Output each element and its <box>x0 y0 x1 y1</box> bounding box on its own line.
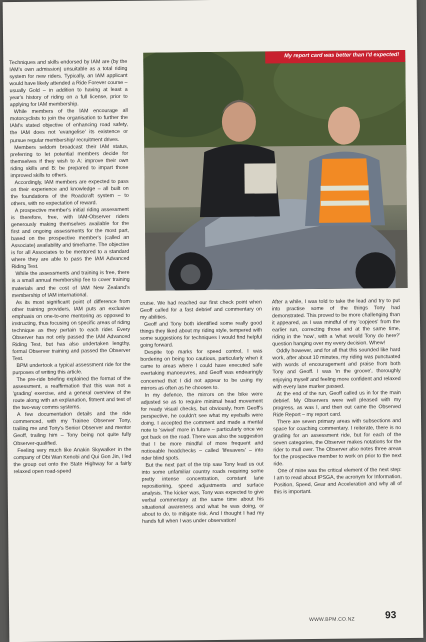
article-column-2 <box>140 299 264 526</box>
paragraph: As its most significant point of difference from other training providers, IAM puts an exclusive emphasis on one-to-one mentoring as opposed to instructing, thus focusing on specific areas of riding technique as they pertain to each rider. Every Observer has not only passed the IAM Advanced Riding Test, but has also undertaken lengthy, formal Observer training and passed the Observer Test. <box>11 298 131 363</box>
paragraph: After a while, I was told to take the lead and try to put into practise some of the things Tony had demonstrated. This proved to be more challenging than it appeared, as I was mindful of my 'copjees' from the earlier run, correcting those and at the same time, riding in the 'now', with a 'what would Tony do here?' question hanging over my every decision. Whew! <box>271 298 401 348</box>
paragraph: Feeling very much like Anakin Skywalker in the company of Obi Wan Kenobi and Qui Gon Jin, I led the group out onto the State Highway for a fairly relaxed open road-speed <box>13 446 132 475</box>
paragraph: At the end of the run, Geoff called us in for the main debrief. My Observers were well pleased with my progress, as was I, and then out came the Observed Ride Report – my report card. <box>272 389 401 419</box>
paragraph: While members of the IAM encourage all motorcyclists to join the organisation to further the IAM's stated objective of enhancing road safety, the IAM does not 'evangelise' its existence or pursue regular membership/ recruitment drives. <box>9 108 129 144</box>
paragraph: Accordingly, IAM members are expected to pass on their experience and knowledge – all built on the foundations of the Roadcraft system – to others, with no expectation of reward. <box>10 178 129 208</box>
footer-url: WWW.BPM.CO.NZ <box>309 616 355 624</box>
paragraph: BPM undertook a typical assessment ride for the purposes of writing this article. <box>12 361 131 377</box>
paragraph: A prospective member's initial riding assessment is therefore, free, with IAM-Observer riders generously making themselves available for the first and ongoing assessments for the most part, based on the prospective member's (called an Associate) availability and timeframe. The objective is for all Associates to be mentored to a standard where they are able to pass the IAM Advanced Riding Test. <box>10 206 130 271</box>
paragraph: The pre-ride briefing explained the format of the assessment, a reaffirmation that this was not a 'grading' exercise, and a general overview of the route along with an explanation, fitment and test of the two-way comms systems. <box>12 375 131 412</box>
paragraph: Geoff and Tony both identified some really good things they liked about my riding style, tempered with some suggestions for techniques I would find helpful going forward. <box>140 320 263 350</box>
riders-photo-illustration <box>143 50 407 291</box>
paragraph: Oddly however, and for all that this sounded like hard work, after about 10 minutes, my riding was punctuated with words of encouragement and praise from both Tony and Geoff. I was 'in the groove', thoroughly enjoying myself and feeling more confident and relaxed with every lane marker passed. <box>272 347 401 390</box>
paragraph: cruise. We had reached our first check point when Geoff called for a fast debrief and commentary on my abilities. <box>139 299 262 321</box>
photo-caption: My report card was better than I'd expected! <box>284 52 400 60</box>
magazine-page <box>3 0 424 642</box>
paragraph: Members seldom broadcast their IAM status, preferring to let potential members decide for themselves if they wish to A: improve their own riding skills and B: be prepared to impart those improved skills to others. <box>10 143 129 179</box>
paragraph: Despite top marks for speed control, I was bordering on being too cautious, particularly when it came to areas where I could have executed safe overtaking manoeuvres, and Geoff was endearingly concerned that I did not appear to be using my mirrors as often as he chooses to. <box>140 348 263 392</box>
paragraph: While the assessments and training is free, there is a small annual membership fee to cover training materials and the cost of IAM New Zealand's membership of IAM international. <box>11 270 130 299</box>
paragraph: But the next part of the trip saw Tony lead us out into some unfamiliar country roads requiring some pretty intense concentration, constant lane repositioning, speed adjustments and surface analysis. The kicker was, Tony was expected to give verbal commentary at the same time about his situational awareness and what he was doing, or about to do, to mitigate risk. And I thought I had my hands full when I was under observation! <box>141 461 265 526</box>
article-column-1 <box>9 59 131 476</box>
page-number: 93 <box>385 610 397 622</box>
paragraph: Techniques and skills endorsed by IAM are (by the IAM's own admission) unsuitable as a total riding system for new riders. Typically, an IAM applicant would have likely attended a Ride Forever course – usually Gold – in addition to having at least a year's history of riding on a full license, prior to applying for IAM membership. <box>9 58 128 109</box>
article-photo <box>143 50 407 291</box>
paragraph: In my defence, the mirrors on the bike were adjusted so as to require minimal head movement for ready visual checks, but obviously, from Geoff's perspective, he couldn't see what my eyeballs were doing. I accepted the comment and made a mental note to 'swivel' more in future – particularly once we got back on the road. There was also the suggestion that I be more mindful of more frequent and noticeable headchecks – called 'lifesavers' – into rider blind spots. <box>140 391 264 462</box>
article-column-3 <box>272 298 402 497</box>
paragraph: One of mine was the critical element of the next step: I am to read about IPSGA, the acronym for Information, Position, Speed, Gear and Acceleration and why all of this is important. <box>273 467 402 496</box>
paragraph: A few documentation details and the ride commenced, with my Trainee Observer Tony, trailing me and Tony's Senior Observer and mentor Geoff, trailing him – Tony being not quite fully Observer-qualified. <box>13 411 132 447</box>
paragraph: There are seven primary areas with subsections and space for coaching commentary. I reiterate, there is no grading for an assessment ride, but for each of the seven categories, the Observer makes notations for the rider to mull over. The Observer also notes three areas for the prospective member to work on prior to the next ride. <box>273 417 402 468</box>
